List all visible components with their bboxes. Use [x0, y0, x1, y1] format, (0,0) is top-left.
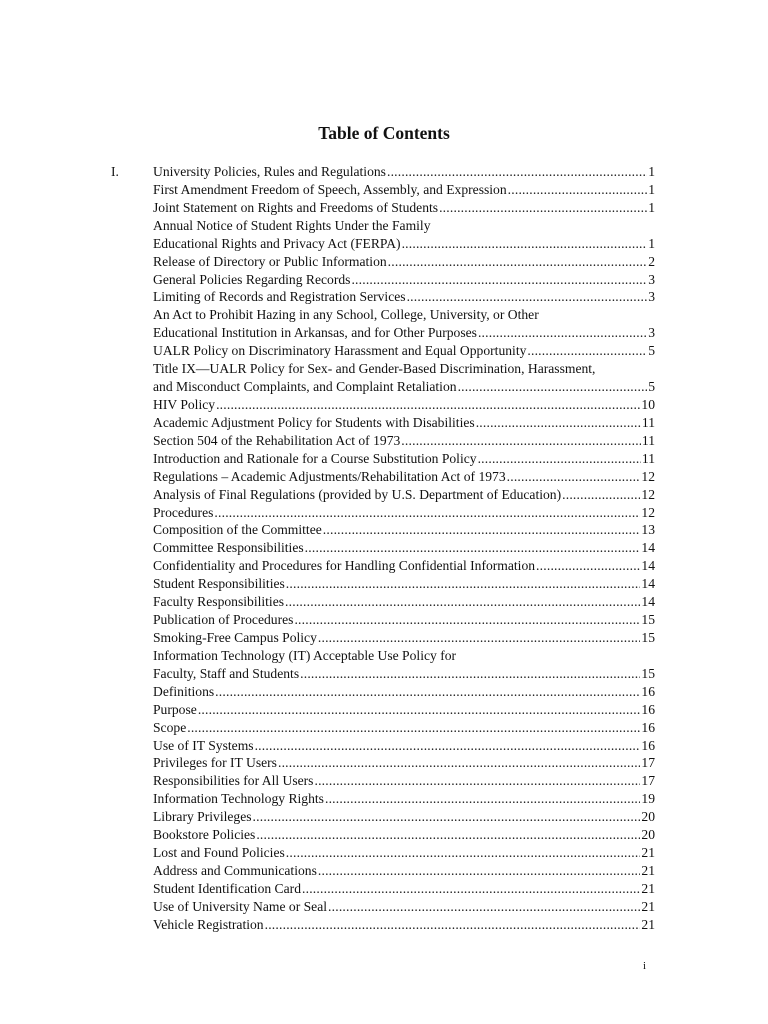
toc-entry-line: [153, 181, 655, 199]
toc-entry-page-number: 1: [648, 235, 655, 251]
toc-entry-page-number: 21: [641, 898, 655, 914]
toc-entry[interactable]: [153, 342, 655, 360]
dot-leader: [256, 826, 640, 844]
dot-leader: [285, 593, 640, 611]
toc-entry-title: Confidentiality and Procedures for Handling Confidential Information: [153, 558, 536, 574]
toc-entry[interactable]: [153, 181, 655, 199]
toc-entry[interactable]: [153, 253, 655, 271]
toc-entry-line: [153, 199, 655, 217]
toc-entry-title: Joint Statement on Rights and Freedoms of Students: [153, 199, 439, 215]
toc-entry-line: [153, 288, 655, 306]
toc-entry[interactable]: [153, 414, 655, 432]
toc-entry[interactable]: [153, 880, 655, 898]
toc-entry-title: Annual Notice of Student Rights Under the Family: [153, 217, 431, 233]
toc-entry[interactable]: [153, 271, 655, 289]
dot-leader: [216, 396, 640, 414]
toc-entry-line: [153, 342, 655, 360]
dot-leader: [388, 253, 648, 271]
toc-entry-title: Educational Institution in Arkansas, and for Other Purposes: [153, 325, 477, 341]
toc-entry-line: [153, 432, 655, 450]
toc-entry-line: [153, 880, 655, 898]
section-numeral: I.: [111, 164, 119, 179]
dot-leader: [536, 557, 640, 575]
dot-leader: [255, 737, 641, 755]
toc-entry-page-number: 14: [641, 540, 655, 556]
toc-entry-line: [153, 683, 655, 701]
toc-entry[interactable]: [153, 486, 655, 504]
toc-entry-title: Committee Responsibilities: [153, 540, 304, 556]
toc-entry[interactable]: [153, 737, 655, 755]
toc-entry-page-number: 12: [641, 504, 655, 520]
toc-entry-title: Regulations – Academic Adjustments/Rehabilitation Act of 1973: [153, 468, 506, 484]
dot-leader: [294, 611, 640, 629]
toc-entry-line: [153, 844, 655, 862]
toc-entry-page-number: 15: [641, 612, 655, 628]
toc-entry-line: [153, 826, 655, 844]
toc-entry-page-number: 20: [641, 827, 655, 843]
toc-entry[interactable]: [153, 557, 655, 575]
toc-entry-line: [153, 324, 655, 342]
toc-entry-title: Release of Directory or Public Information: [153, 253, 387, 269]
toc-entry[interactable]: [153, 647, 655, 683]
toc-list: [153, 163, 655, 934]
toc-entry-page-number: 3: [648, 325, 655, 341]
toc-entry[interactable]: [153, 539, 655, 557]
dot-leader: [302, 880, 640, 898]
footer-page-number: i: [643, 960, 647, 972]
toc-entry[interactable]: [153, 432, 655, 450]
toc-entry-line-continued: [153, 306, 655, 324]
toc-entry-title: Information Technology (IT) Acceptable Use Policy for: [153, 647, 457, 663]
toc-entry[interactable]: [153, 701, 655, 719]
toc-entry[interactable]: [153, 808, 655, 826]
toc-entry[interactable]: [153, 504, 655, 522]
toc-entry-page-number: 5: [648, 343, 655, 359]
toc-entry-line-continued: [153, 360, 655, 378]
toc-entry-title: An Act to Prohibit Hazing in any School, College, University, or Other: [153, 307, 539, 323]
toc-entry-page-number: 11: [641, 450, 655, 466]
toc-entry-page-number: 14: [641, 576, 655, 592]
toc-entry-page-number: 13: [641, 522, 655, 538]
toc-entry-line: [153, 772, 655, 790]
dot-leader: [407, 288, 648, 306]
toc-entry-page-number: 16: [641, 701, 655, 717]
dot-leader: [562, 486, 640, 504]
toc-entry[interactable]: [153, 306, 655, 342]
toc-entry-page-number: 21: [641, 845, 655, 861]
toc-entry-title: Definitions: [153, 683, 215, 699]
dot-leader: [507, 468, 641, 486]
toc-entry[interactable]: [153, 790, 655, 808]
dot-leader: [314, 772, 640, 790]
dot-leader: [387, 163, 647, 181]
dot-leader: [318, 862, 641, 880]
dot-leader: [439, 199, 647, 217]
dot-leader: [478, 324, 647, 342]
toc-entry-line: [153, 898, 655, 916]
dot-leader: [318, 629, 641, 647]
dot-leader: [527, 342, 647, 360]
toc-entry[interactable]: [153, 916, 655, 934]
toc-entry[interactable]: [153, 862, 655, 880]
toc-entry[interactable]: [153, 611, 655, 629]
toc-entry-title: Bookstore Policies: [153, 827, 256, 843]
toc-entry-page-number: 20: [641, 809, 655, 825]
toc-entry-title: Privileges for IT Users: [153, 755, 277, 771]
page-title: Table of Contents: [318, 123, 450, 143]
dot-leader: [215, 683, 640, 701]
toc-entry-title: Scope: [153, 719, 187, 735]
toc-entry[interactable]: [153, 521, 655, 539]
dot-leader: [508, 181, 648, 199]
toc-entry-line: [153, 271, 655, 289]
toc-entry-title: Library Privileges: [153, 809, 252, 825]
toc-entry-line: [153, 754, 655, 772]
toc-entry-title: Section 504 of the Rehabilitation Act of 1973: [153, 432, 401, 448]
toc-entry[interactable]: [153, 360, 655, 396]
toc-entry-page-number: 5: [648, 379, 655, 395]
toc-entry[interactable]: [153, 826, 655, 844]
toc-entry-title: Lost and Found Policies: [153, 845, 285, 861]
dot-leader: [351, 271, 647, 289]
toc-entry-title: Educational Rights and Privacy Act (FERPA): [153, 235, 401, 251]
dot-leader: [286, 575, 641, 593]
toc-entry-line: [153, 701, 655, 719]
toc-entry-page-number: 17: [641, 773, 655, 789]
toc-entry-page-number: 16: [641, 719, 655, 735]
toc-entry-title: Faculty, Staff and Students: [153, 665, 300, 681]
toc-entry-title: Analysis of Final Regulations (provided by U.S. Department of Education): [153, 486, 562, 502]
toc-entry-line: [153, 719, 655, 737]
toc-entry-line: [153, 916, 655, 934]
toc-entry-title: HIV Policy: [153, 396, 216, 412]
toc-entry-page-number: 15: [641, 629, 655, 645]
toc-entry-line: [153, 521, 655, 539]
toc-entry-title: Student Identification Card: [153, 880, 301, 896]
toc-entry-title: and Misconduct Complaints, and Complaint Retaliation: [153, 379, 457, 395]
dot-leader: [305, 539, 641, 557]
toc-entry[interactable]: [153, 898, 655, 916]
dot-leader: [286, 844, 641, 862]
toc-entry-title: General Policies Regarding Records: [153, 271, 351, 287]
toc-entry-page-number: 17: [641, 755, 655, 771]
toc-entry-page-number: 11: [641, 432, 655, 448]
toc-entry-title: First Amendment Freedom of Speech, Assembly, and Expression: [153, 181, 507, 197]
toc-entry-title: Introduction and Rationale for a Course Substitution Policy: [153, 450, 477, 466]
dot-leader: [402, 235, 648, 253]
toc-entry[interactable]: [153, 163, 655, 181]
dot-leader: [198, 701, 641, 719]
toc-entry-title: Smoking-Free Campus Policy: [153, 629, 317, 645]
toc-entry-title: Student Responsibilities: [153, 576, 285, 592]
dot-leader: [265, 916, 641, 934]
toc-entry-line: [153, 486, 655, 504]
toc-entry[interactable]: [153, 593, 655, 611]
toc-entry-page-number: 16: [641, 683, 655, 699]
dot-leader: [478, 450, 641, 468]
toc-entry-page-number: 16: [641, 737, 655, 753]
toc-entry[interactable]: [153, 754, 655, 772]
toc-entry[interactable]: [153, 217, 655, 253]
toc-entry[interactable]: [153, 199, 655, 217]
dot-leader: [214, 504, 640, 522]
dot-leader: [187, 719, 640, 737]
toc-entry-page-number: 1: [648, 199, 655, 215]
toc-entry[interactable]: [153, 683, 655, 701]
toc-entry[interactable]: [153, 468, 655, 486]
toc-entry-line-continued: [153, 647, 655, 665]
toc-entry-line: [153, 862, 655, 880]
toc-entry-line-continued: [153, 217, 655, 235]
toc-entry-title: Procedures: [153, 504, 214, 520]
dot-leader: [300, 665, 640, 683]
toc-entry[interactable]: [153, 719, 655, 737]
toc-entry-title: Purpose: [153, 701, 197, 717]
toc-entry[interactable]: [153, 772, 655, 790]
toc-entry-title: Use of University Name or Seal: [153, 898, 328, 914]
toc-entry-line: [153, 611, 655, 629]
toc-entry-title: Limiting of Records and Registration Services: [153, 289, 406, 305]
toc-entry-title: Use of IT Systems: [153, 737, 254, 753]
dot-leader: [278, 754, 640, 772]
toc-entry-line: [153, 235, 655, 253]
toc-entry-title: Academic Adjustment Policy for Students with Disabilities: [153, 414, 475, 430]
toc-entry-title: Information Technology Rights: [153, 791, 324, 807]
dot-leader: [328, 898, 640, 916]
dot-leader: [476, 414, 641, 432]
toc-entry-page-number: 2: [648, 253, 655, 269]
toc-entry-page-number: 12: [641, 468, 655, 484]
dot-leader: [325, 790, 640, 808]
toc-entry-line: [153, 396, 655, 414]
toc-entry-page-number: 19: [641, 791, 655, 807]
toc-entry-line: [153, 790, 655, 808]
toc-entry-page-number: 15: [641, 665, 655, 681]
toc-entry-line: [153, 414, 655, 432]
toc-entry-line: [153, 504, 655, 522]
toc-entry-page-number: 11: [641, 414, 655, 430]
toc-entry-page-number: 14: [641, 558, 655, 574]
toc-entry-line: [153, 737, 655, 755]
toc-entry-line: [153, 539, 655, 557]
toc-entry-title: UALR Policy on Discriminatory Harassment and Equal Opportunity: [153, 343, 527, 359]
toc-entry-page-number: 3: [648, 271, 655, 287]
toc-entry-title: Title IX—UALR Policy for Sex- and Gender-Based Discrimination, Harassment,: [153, 361, 596, 377]
toc-entry-page-number: 1: [648, 164, 655, 179]
toc-entry-page-number: 14: [641, 594, 655, 610]
toc-entry-line: [153, 468, 655, 486]
toc-entry-title: Publication of Procedures: [153, 612, 294, 628]
toc-entry-line: [153, 665, 655, 683]
toc-entry[interactable]: [153, 629, 655, 647]
toc-entry-line: [153, 593, 655, 611]
toc-entry-title: Responsibilities for All Users: [153, 773, 314, 789]
toc-entry-title: Faculty Responsibilities: [153, 594, 285, 610]
dot-leader: [458, 378, 648, 396]
toc-entry[interactable]: [153, 450, 655, 468]
toc-entry-line: [153, 450, 655, 468]
toc-entry-page-number: 21: [641, 880, 655, 896]
dot-leader: [323, 521, 641, 539]
toc-entry-page-number: 21: [641, 862, 655, 878]
toc-entry[interactable]: [153, 288, 655, 306]
toc-entry-title: Composition of the Committee: [153, 522, 322, 538]
toc-entry-page-number: 3: [648, 289, 655, 305]
dot-leader: [253, 808, 641, 826]
toc-entry[interactable]: [153, 396, 655, 414]
toc-entry-page-number: 10: [641, 396, 655, 412]
toc-entry-line: [153, 629, 655, 647]
toc-entry-title: Vehicle Registration: [153, 916, 264, 932]
toc-entry-page-number: 21: [641, 916, 655, 932]
toc-entry-title: University Policies, Rules and Regulations: [153, 164, 386, 179]
toc-entry-page-number: 1: [648, 181, 655, 197]
toc-entry-page-number: 12: [641, 486, 655, 502]
toc-entry-line: [153, 163, 655, 181]
toc-entry-line: [153, 557, 655, 575]
toc-entry-title: Address and Communications: [153, 862, 317, 878]
toc-entry-line: [153, 575, 655, 593]
toc-entry[interactable]: [153, 844, 655, 862]
toc-entry[interactable]: [153, 575, 655, 593]
toc-entry-line: [153, 253, 655, 271]
toc-entry-line: [153, 378, 655, 396]
toc-entry-line: [153, 808, 655, 826]
dot-leader: [401, 432, 641, 450]
